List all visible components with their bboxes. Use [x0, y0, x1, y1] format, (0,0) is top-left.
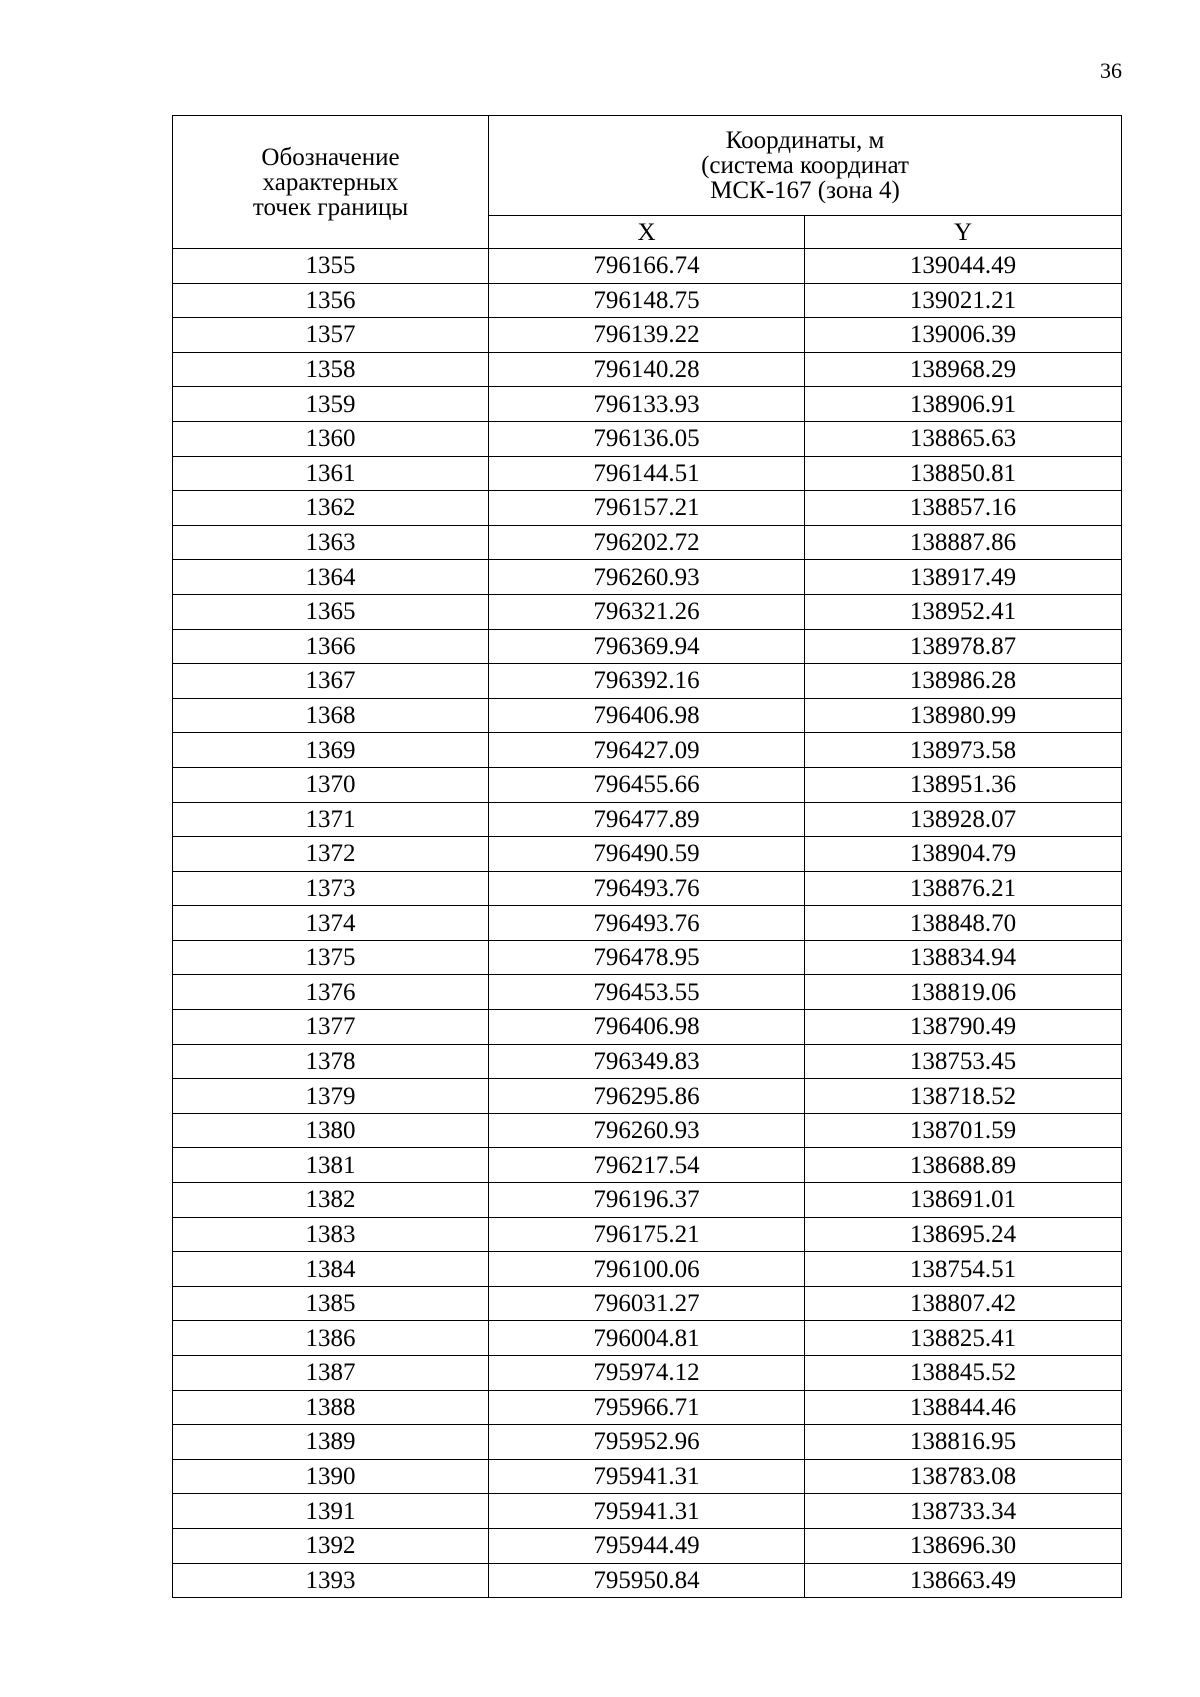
cell-point-id: 1369	[173, 733, 489, 768]
header-coords-line: МСК-167 (зона 4)	[710, 177, 900, 204]
table-row	[173, 1079, 1122, 1114]
header-point-line: Обозначение	[261, 143, 400, 171]
table-row	[173, 871, 1122, 906]
table-row	[173, 1321, 1122, 1356]
cell-x: 796140.28	[489, 352, 805, 387]
table-row	[173, 1044, 1122, 1079]
table-row	[173, 802, 1122, 837]
cell-x: 796133.93	[489, 387, 805, 422]
cell-y: 138783.08	[805, 1459, 1122, 1494]
table-row	[173, 1528, 1122, 1563]
coordinates-table	[172, 115, 1122, 1598]
cell-point-id: 1365	[173, 594, 489, 629]
cell-y: 138695.24	[805, 1217, 1122, 1252]
table-row	[173, 1252, 1122, 1287]
cell-y: 138816.95	[805, 1425, 1122, 1460]
cell-x: 796490.59	[489, 837, 805, 872]
table-body	[173, 249, 1122, 1598]
cell-point-id: 1391	[173, 1494, 489, 1529]
cell-point-id: 1373	[173, 871, 489, 906]
cell-y: 138688.89	[805, 1148, 1122, 1183]
table-row	[173, 1217, 1122, 1252]
cell-y: 138819.06	[805, 975, 1122, 1010]
cell-y: 138865.63	[805, 421, 1122, 456]
cell-y: 138887.86	[805, 525, 1122, 560]
cell-y: 138845.52	[805, 1356, 1122, 1391]
cell-point-id: 1374	[173, 906, 489, 941]
cell-point-id: 1366	[173, 629, 489, 664]
cell-x: 796406.98	[489, 1010, 805, 1045]
cell-y: 138917.49	[805, 560, 1122, 595]
cell-point-id: 1358	[173, 352, 489, 387]
cell-y: 138753.45	[805, 1044, 1122, 1079]
table-row	[173, 1113, 1122, 1148]
cell-point-id: 1382	[173, 1183, 489, 1218]
cell-x: 796455.66	[489, 767, 805, 802]
cell-y: 138696.30	[805, 1528, 1122, 1563]
table-row	[173, 1183, 1122, 1218]
cell-point-id: 1361	[173, 456, 489, 491]
table-row	[173, 1494, 1122, 1529]
cell-x: 796369.94	[489, 629, 805, 664]
cell-x: 796427.09	[489, 733, 805, 768]
header-coordinates	[489, 116, 1122, 216]
cell-point-id: 1355	[173, 249, 489, 284]
cell-y: 138973.58	[805, 733, 1122, 768]
cell-point-id: 1378	[173, 1044, 489, 1079]
table-row	[173, 767, 1122, 802]
cell-point-id: 1384	[173, 1252, 489, 1287]
table-row	[173, 837, 1122, 872]
cell-x: 796321.26	[489, 594, 805, 629]
cell-point-id: 1363	[173, 525, 489, 560]
table-row	[173, 1356, 1122, 1391]
cell-y: 138968.29	[805, 352, 1122, 387]
cell-x: 795944.49	[489, 1528, 805, 1563]
header-coords-line: (система координат	[701, 152, 909, 179]
cell-x: 796493.76	[489, 906, 805, 941]
table-row	[173, 1390, 1122, 1425]
cell-x: 796144.51	[489, 456, 805, 491]
cell-x: 795952.96	[489, 1425, 805, 1460]
table-row	[173, 698, 1122, 733]
cell-x: 796202.72	[489, 525, 805, 560]
table-row	[173, 491, 1122, 526]
cell-point-id: 1356	[173, 283, 489, 318]
table-row	[173, 1148, 1122, 1183]
cell-x: 795966.71	[489, 1390, 805, 1425]
cell-x: 796100.06	[489, 1252, 805, 1287]
table-row	[173, 1286, 1122, 1321]
cell-y: 138978.87	[805, 629, 1122, 664]
cell-y: 139021.21	[805, 283, 1122, 318]
table-row	[173, 906, 1122, 941]
cell-y: 138834.94	[805, 940, 1122, 975]
cell-y: 138980.99	[805, 698, 1122, 733]
cell-point-id: 1376	[173, 975, 489, 1010]
cell-y: 139044.49	[805, 249, 1122, 284]
table-row	[173, 283, 1122, 318]
header-coords-line: Координаты, м	[725, 127, 885, 154]
cell-point-id: 1393	[173, 1563, 489, 1598]
table-row	[173, 975, 1122, 1010]
cell-y: 138754.51	[805, 1252, 1122, 1287]
cell-y: 138691.01	[805, 1183, 1122, 1218]
cell-x: 796004.81	[489, 1321, 805, 1356]
cell-y: 138790.49	[805, 1010, 1122, 1045]
cell-y: 138701.59	[805, 1113, 1122, 1148]
cell-y: 138906.91	[805, 387, 1122, 422]
table-row	[173, 664, 1122, 699]
table-row	[173, 249, 1122, 284]
cell-x: 796295.86	[489, 1079, 805, 1114]
cell-x: 795941.31	[489, 1494, 805, 1529]
cell-y: 138876.21	[805, 871, 1122, 906]
cell-point-id: 1357	[173, 318, 489, 353]
cell-point-id: 1362	[173, 491, 489, 526]
table-row	[173, 594, 1122, 629]
header-point-line: точек границы	[252, 193, 409, 221]
cell-point-id: 1371	[173, 802, 489, 837]
cell-x: 796196.37	[489, 1183, 805, 1218]
cell-y: 138857.16	[805, 491, 1122, 526]
cell-y: 138928.07	[805, 802, 1122, 837]
cell-x: 796031.27	[489, 1286, 805, 1321]
cell-x: 796406.98	[489, 698, 805, 733]
cell-point-id: 1388	[173, 1390, 489, 1425]
table-row	[173, 629, 1122, 664]
cell-point-id: 1377	[173, 1010, 489, 1045]
cell-x: 796260.93	[489, 1113, 805, 1148]
header-point-line: характерных	[262, 168, 399, 196]
table-row	[173, 1425, 1122, 1460]
cell-y: 139006.39	[805, 318, 1122, 353]
cell-point-id: 1379	[173, 1079, 489, 1114]
cell-x: 795950.84	[489, 1563, 805, 1598]
table-row	[173, 525, 1122, 560]
cell-x: 796217.54	[489, 1148, 805, 1183]
table-row	[173, 940, 1122, 975]
cell-x: 796349.83	[489, 1044, 805, 1079]
cell-y: 138825.41	[805, 1321, 1122, 1356]
cell-x: 796477.89	[489, 802, 805, 837]
cell-x: 796148.75	[489, 283, 805, 318]
cell-x: 796453.55	[489, 975, 805, 1010]
table-row	[173, 456, 1122, 491]
cell-point-id: 1368	[173, 698, 489, 733]
cell-x: 796392.16	[489, 664, 805, 699]
cell-point-id: 1375	[173, 940, 489, 975]
table-row	[173, 1563, 1122, 1598]
cell-x: 796166.74	[489, 249, 805, 284]
cell-y: 138807.42	[805, 1286, 1122, 1321]
cell-x: 796136.05	[489, 421, 805, 456]
table-row	[173, 421, 1122, 456]
page-number: 36	[1100, 58, 1122, 83]
cell-point-id: 1360	[173, 421, 489, 456]
cell-y: 138986.28	[805, 664, 1122, 699]
cell-y: 138844.46	[805, 1390, 1122, 1425]
cell-y: 138951.36	[805, 767, 1122, 802]
cell-point-id: 1370	[173, 767, 489, 802]
cell-x: 796260.93	[489, 560, 805, 595]
cell-y: 138718.52	[805, 1079, 1122, 1114]
cell-y: 138848.70	[805, 906, 1122, 941]
cell-x: 796139.22	[489, 318, 805, 353]
cell-point-id: 1389	[173, 1425, 489, 1460]
table-row	[173, 733, 1122, 768]
table-row	[173, 387, 1122, 422]
cell-y: 138952.41	[805, 594, 1122, 629]
header-point-designation	[173, 116, 489, 249]
table-row	[173, 318, 1122, 353]
cell-point-id: 1359	[173, 387, 489, 422]
cell-point-id: 1364	[173, 560, 489, 595]
cell-x: 796175.21	[489, 1217, 805, 1252]
cell-point-id: 1386	[173, 1321, 489, 1356]
header-x: X	[489, 216, 805, 249]
cell-point-id: 1367	[173, 664, 489, 699]
cell-y: 138904.79	[805, 837, 1122, 872]
cell-point-id: 1372	[173, 837, 489, 872]
table-row	[173, 352, 1122, 387]
table-row	[173, 560, 1122, 595]
cell-point-id: 1381	[173, 1148, 489, 1183]
cell-point-id: 1392	[173, 1528, 489, 1563]
cell-y: 138733.34	[805, 1494, 1122, 1529]
cell-point-id: 1390	[173, 1459, 489, 1494]
cell-x: 796493.76	[489, 871, 805, 906]
header-y: Y	[805, 216, 1122, 249]
cell-point-id: 1383	[173, 1217, 489, 1252]
cell-x: 796157.21	[489, 491, 805, 526]
cell-point-id: 1385	[173, 1286, 489, 1321]
cell-point-id: 1387	[173, 1356, 489, 1391]
cell-x: 796478.95	[489, 940, 805, 975]
cell-y: 138850.81	[805, 456, 1122, 491]
cell-x: 795941.31	[489, 1459, 805, 1494]
cell-x: 795974.12	[489, 1356, 805, 1391]
cell-point-id: 1380	[173, 1113, 489, 1148]
cell-y: 138663.49	[805, 1563, 1122, 1598]
table-row	[173, 1010, 1122, 1045]
table-row	[173, 1459, 1122, 1494]
